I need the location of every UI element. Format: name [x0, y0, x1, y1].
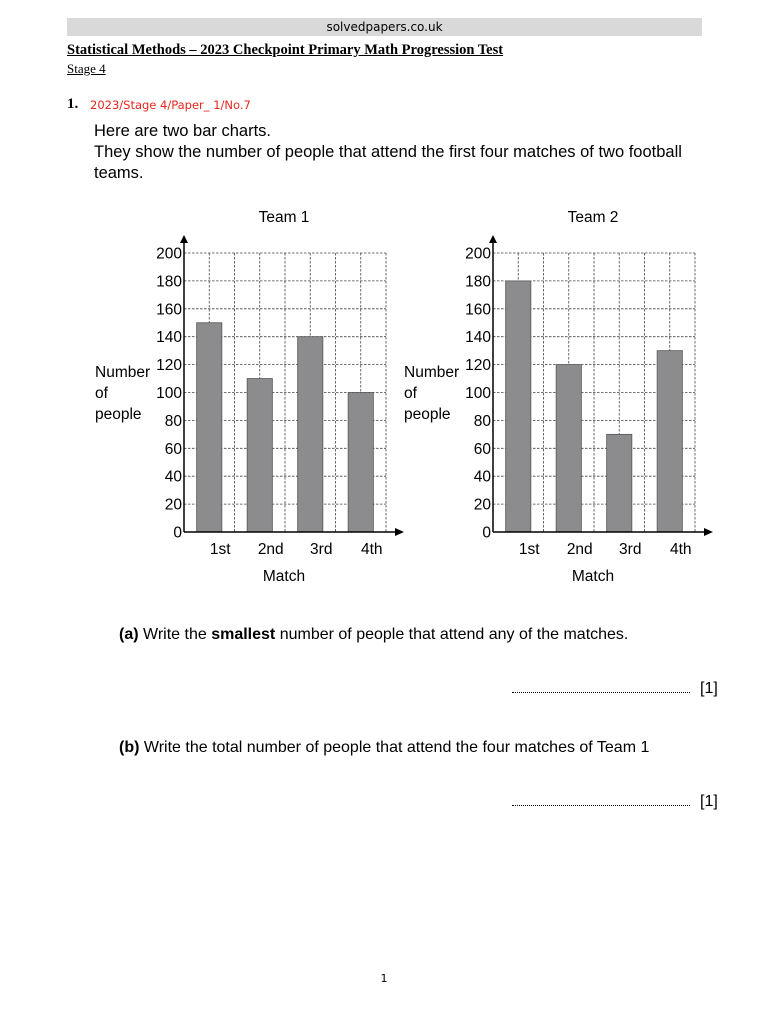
- y-tick-label: 200: [156, 245, 182, 263]
- intro-line: They show the number of people that attend the first four matches of two football: [94, 143, 682, 161]
- y-tick-label: 140: [465, 329, 491, 347]
- x-axis-label: Match: [262, 568, 306, 585]
- y-axis-arrow-icon: [180, 235, 188, 243]
- y-tick-label: 120: [156, 357, 182, 375]
- y-axis-label: of: [95, 385, 108, 402]
- y-tick-label: 180: [156, 273, 182, 291]
- y-axis-label: people: [404, 406, 451, 423]
- document-title: Statistical Methods – 2023 Checkpoint Primary Math Progression Test: [67, 42, 504, 58]
- y-tick-label: 40: [164, 468, 182, 486]
- y-tick-label: 40: [473, 468, 491, 486]
- bar: [607, 434, 632, 532]
- y-axis-label: of: [404, 385, 417, 402]
- bar: [247, 379, 272, 532]
- part-a-answer: [512, 680, 718, 698]
- part-a-text-before: Write the: [143, 626, 207, 643]
- y-tick-label: 120: [465, 357, 491, 375]
- x-axis-arrow-icon: [395, 528, 404, 536]
- bar: [298, 337, 323, 532]
- y-tick-label: 160: [465, 301, 491, 319]
- y-axis-label: Number: [404, 364, 460, 381]
- part-a-answer-space[interactable]: [512, 692, 690, 693]
- part-b-label: (b): [119, 739, 140, 756]
- x-tick-label: 4th: [669, 541, 692, 558]
- part-a-text-after: number of people that attend any of the matches.: [279, 626, 629, 643]
- part-b-answer: [512, 793, 718, 811]
- y-axis-arrow-icon: [489, 235, 497, 243]
- team-1-chart: [95, 209, 404, 585]
- question-reference: 2023/Stage 4/Paper_ 1/No.7: [90, 98, 251, 112]
- chart-title: Team 2: [567, 209, 619, 226]
- site-banner: solvedpapers.co.uk: [67, 18, 702, 36]
- part-b-question: [119, 739, 649, 757]
- x-tick-label: 2nd: [566, 541, 593, 558]
- x-tick-label: 1st: [209, 541, 231, 558]
- part-a-text-bold: smallest: [211, 626, 276, 643]
- bar: [506, 281, 531, 532]
- y-tick-label: 60: [473, 440, 491, 458]
- question-number: 1.: [67, 96, 79, 112]
- y-tick-label: 160: [156, 301, 182, 319]
- y-tick-label: 60: [164, 440, 182, 458]
- team-2-chart: [404, 209, 713, 585]
- x-axis-arrow-icon: [704, 528, 713, 536]
- part-b-answer-space[interactable]: [512, 805, 690, 806]
- intro-line: Here are two bar charts.: [94, 122, 271, 140]
- y-tick-label: 100: [465, 385, 491, 402]
- y-tick-label: 20: [164, 496, 182, 514]
- bar: [348, 393, 373, 533]
- bar: [657, 351, 682, 532]
- bar: [197, 323, 222, 532]
- part-b-text: Write the total number of people that attend the four matches of Team 1: [143, 739, 650, 756]
- y-axis-label: people: [95, 406, 142, 423]
- part-b-marks: [1]: [700, 793, 718, 810]
- y-axis-label: Number: [95, 364, 151, 381]
- part-a-marks: [1]: [700, 680, 718, 697]
- y-tick-label: 180: [465, 273, 491, 291]
- y-tick-label: 200: [465, 245, 491, 263]
- part-a-label: (a): [119, 626, 139, 643]
- y-tick-label: 0: [173, 524, 182, 542]
- x-tick-label: 4th: [360, 541, 383, 558]
- x-tick-label: 3rd: [310, 541, 333, 558]
- chart-title: Team 1: [258, 209, 310, 226]
- y-tick-label: 80: [164, 412, 182, 430]
- part-a-question: [119, 626, 628, 644]
- y-tick-label: 100: [156, 385, 182, 402]
- intro-line: teams.: [94, 164, 144, 182]
- y-tick-label: 20: [473, 496, 491, 514]
- stage-label: Stage 4: [67, 61, 106, 76]
- page-number: 1: [380, 972, 388, 985]
- y-tick-label: 140: [156, 329, 182, 347]
- x-tick-label: 1st: [518, 541, 540, 558]
- x-tick-label: 3rd: [619, 541, 642, 558]
- x-tick-label: 2nd: [257, 541, 284, 558]
- y-tick-label: 80: [473, 412, 491, 430]
- y-tick-label: 0: [482, 524, 491, 542]
- x-axis-label: Match: [571, 568, 615, 585]
- bar: [556, 365, 581, 532]
